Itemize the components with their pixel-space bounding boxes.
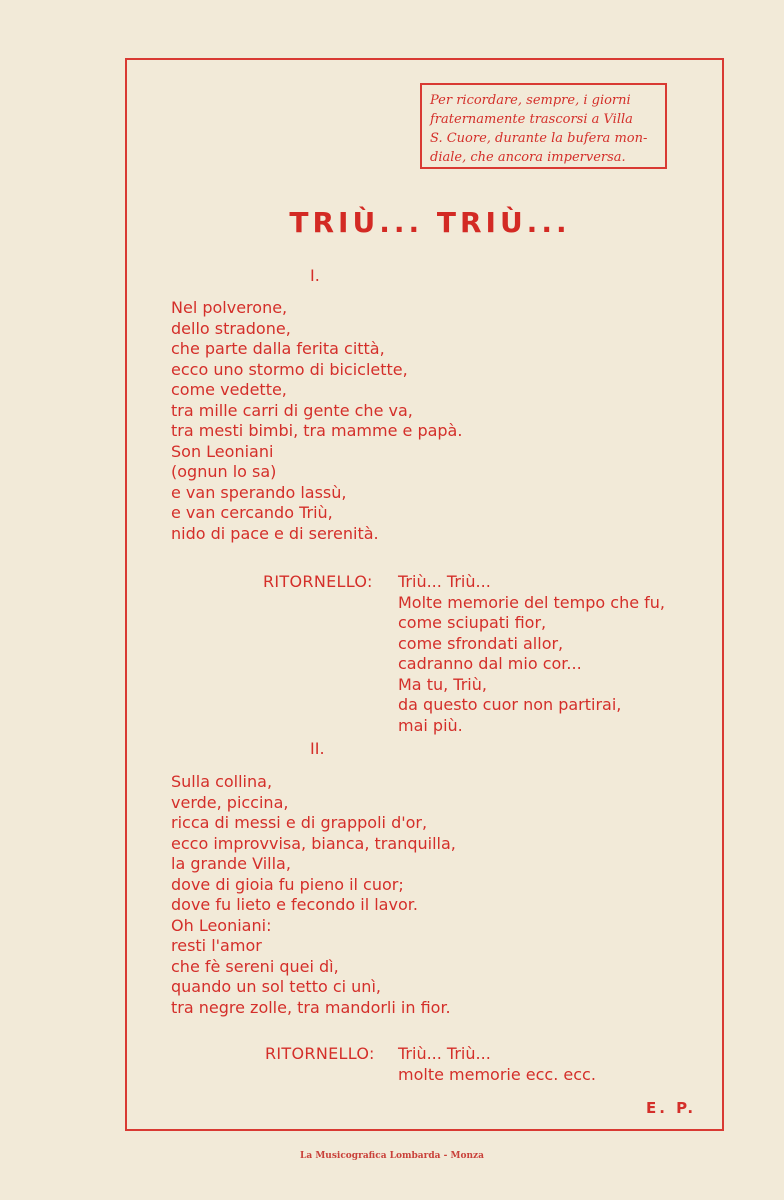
verse-line: ecco improvvisa, bianca, tranquilla, bbox=[171, 833, 456, 853]
verse-line: Nel polverone, bbox=[171, 298, 288, 317]
stanza-2 bbox=[171, 772, 456, 1018]
refrain-line: Molte memorie del tempo che fu, bbox=[398, 592, 665, 612]
refrain-line: Ma tu, Triù, bbox=[398, 674, 487, 694]
verse-line: come vedette, bbox=[171, 380, 287, 399]
ritornello-label-2: RITORNELLO: bbox=[265, 1044, 375, 1063]
dedication-line: diale, che ancora imperversa. bbox=[430, 150, 626, 165]
verse-line: Son Leoniani bbox=[171, 441, 274, 461]
verse-line: resti l'amor bbox=[171, 936, 262, 955]
refrain-line: Triù... Triù... bbox=[398, 572, 491, 591]
author-initials: E. P. bbox=[646, 1099, 697, 1117]
ritornello-2 bbox=[398, 1044, 596, 1085]
verse-line: tra negre zolle, tra mandorli in fior. bbox=[171, 997, 451, 1017]
stanza-1 bbox=[171, 298, 462, 544]
song-title: TRIÙ... TRIÙ... bbox=[289, 206, 571, 239]
verse-line: ecco uno stormo di biciclette, bbox=[171, 359, 408, 379]
verse-line: e van sperando lassù, bbox=[171, 482, 347, 502]
ritornello-label-1: RITORNELLO: bbox=[263, 572, 373, 591]
verse-line: nido di pace e di serenità. bbox=[171, 523, 379, 543]
stanza-numeral-1: I. bbox=[310, 266, 320, 285]
printer-imprint: La Musicografica Lombarda - Monza bbox=[300, 1151, 484, 1161]
ritornello-1 bbox=[398, 572, 665, 736]
refrain-line: da questo cuor non partirai, bbox=[398, 695, 622, 714]
verse-line: la grande Villa, bbox=[171, 854, 291, 873]
refrain-line: Triù... Triù... bbox=[398, 1044, 491, 1063]
refrain-line: mai più. bbox=[398, 715, 463, 735]
verse-line: quando un sol tetto ci unì, bbox=[171, 977, 381, 996]
verse-line: ricca di messi e di grappoli d'or, bbox=[171, 813, 428, 832]
dedication-box bbox=[420, 83, 667, 169]
verse-line: tra mesti bimbi, tra mamme e papà. bbox=[171, 421, 463, 440]
verse-line: (ognun lo sa) bbox=[171, 462, 277, 481]
verse-line: dove fu lieto e fecondo il lavor. bbox=[171, 895, 418, 914]
refrain-line: cadranno dal mio cor... bbox=[398, 654, 582, 673]
refrain-line: come sciupati fior, bbox=[398, 613, 547, 632]
verse-line: che fè sereni quei dì, bbox=[171, 956, 339, 976]
dedication-line: Per ricordare, sempre, i giorni bbox=[430, 93, 631, 108]
verse-line: tra mille carri di gente che va, bbox=[171, 400, 413, 420]
dedication-line: S. Cuore, durante la bufera mon- bbox=[430, 131, 648, 146]
dedication-line: fraternamente trascorsi a Villa bbox=[430, 112, 633, 127]
refrain-line: come sfrondati allor, bbox=[398, 633, 564, 653]
verse-line: verde, piccina, bbox=[171, 792, 289, 812]
verse-line: Sulla collina, bbox=[171, 772, 273, 791]
verse-line: dove di gioia fu pieno il cuor; bbox=[171, 874, 404, 894]
refrain-line: molte memorie ecc. ecc. bbox=[398, 1064, 596, 1084]
stanza-numeral-2: II. bbox=[310, 739, 325, 758]
verse-line: e van cercando Triù, bbox=[171, 503, 333, 522]
verse-line: dello stradone, bbox=[171, 318, 291, 338]
verse-line: che parte dalla ferita città, bbox=[171, 339, 385, 358]
verse-line: Oh Leoniani: bbox=[171, 915, 272, 935]
